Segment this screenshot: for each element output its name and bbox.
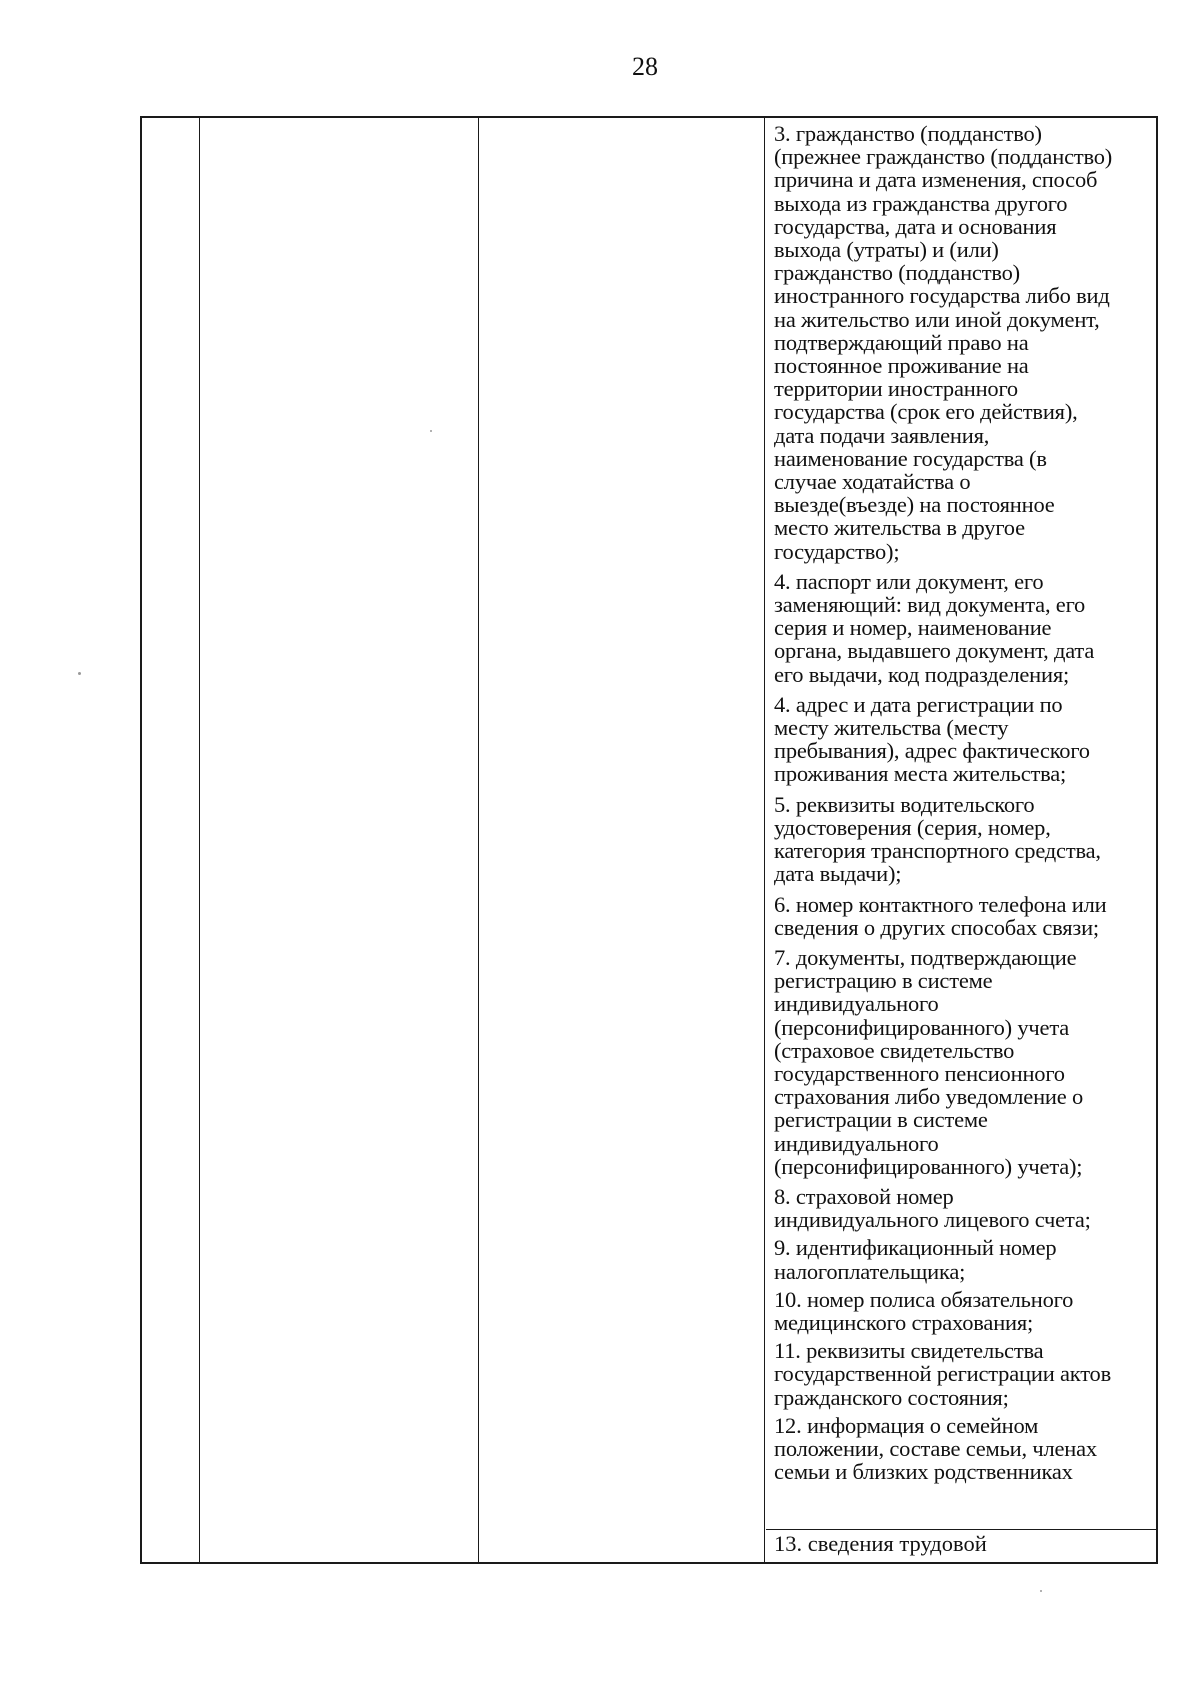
- entry-pension-insurance: 7. документы, подтверждающие регистрацию в системе индивидуального (персонифицированного) учета (страховое свидетельство государственного пенсионного страхования либо уведомление о регистрации в системе индивидуального (персонифицированного) учета);: [774, 944, 1084, 1179]
- entry-medical-policy: 10. номер полиса обязательного медицинского страхования;: [774, 1286, 1074, 1335]
- row-divider: [766, 1529, 1156, 1530]
- entry-address: 4. адрес и дата регистрации по месту жительства (месту пребывания), адрес фактического проживания места жительства;: [774, 691, 1090, 787]
- personal-data-column: [774, 122, 1156, 1483]
- entry-taxpayer-id: 9. идентификационный номер налогоплательщика;: [774, 1235, 1057, 1284]
- data-table: [140, 116, 1158, 1564]
- scan-speck: [78, 672, 81, 675]
- entry-passport: 4. паспорт или документ, его заменяющий: вид документа, его серия и номер, наименование органа, выдавшего документ, дата его выдачи, код подразделения;: [774, 568, 1095, 687]
- scan-speck: [1040, 1590, 1042, 1592]
- column-divider-3: [764, 118, 765, 1562]
- entry-civil-status-records: 11. реквизиты свидетельства государственной регистрации актов гражданского состояния;: [774, 1338, 1111, 1410]
- entry-contact-phone: 6. номер контактного телефона или сведения о других способах связи;: [774, 891, 1107, 940]
- column-divider-1: [199, 118, 200, 1562]
- entry-citizenship: 3. гражданство (подданство) (прежнее гражданство (подданство) причина и дата изменения, способ выхода из гражданства другого государства, дата и основания выхода (утраты) и (или) гражданство (подданство) иностранного государства либо вид на жительство или иной документ, подтверждающий право на постоянное проживание на территории иностранного государства (срок его действия), дата подачи заявления, наименование государства (в случае ходатайства о выезде(въезде) на постоянное место жительства в другое государство);: [774, 121, 1113, 564]
- entry-employment: 13. сведения трудовой: [774, 1531, 987, 1556]
- scan-speck: [430, 430, 432, 432]
- entry-insurance-number: 8. страховой номер индивидуального лицевого счета;: [774, 1183, 1091, 1233]
- page-number: 28: [632, 52, 658, 81]
- entry-family-status: 12. информация о семейном положении, составе семьи, членах семьи и близких родственниках: [774, 1412, 1097, 1485]
- column-divider-2: [478, 118, 479, 1562]
- entry-driver-license: 5. реквизиты водительского удостоверения (серия, номер, категория транспортного средства, дата выдачи);: [774, 791, 1101, 887]
